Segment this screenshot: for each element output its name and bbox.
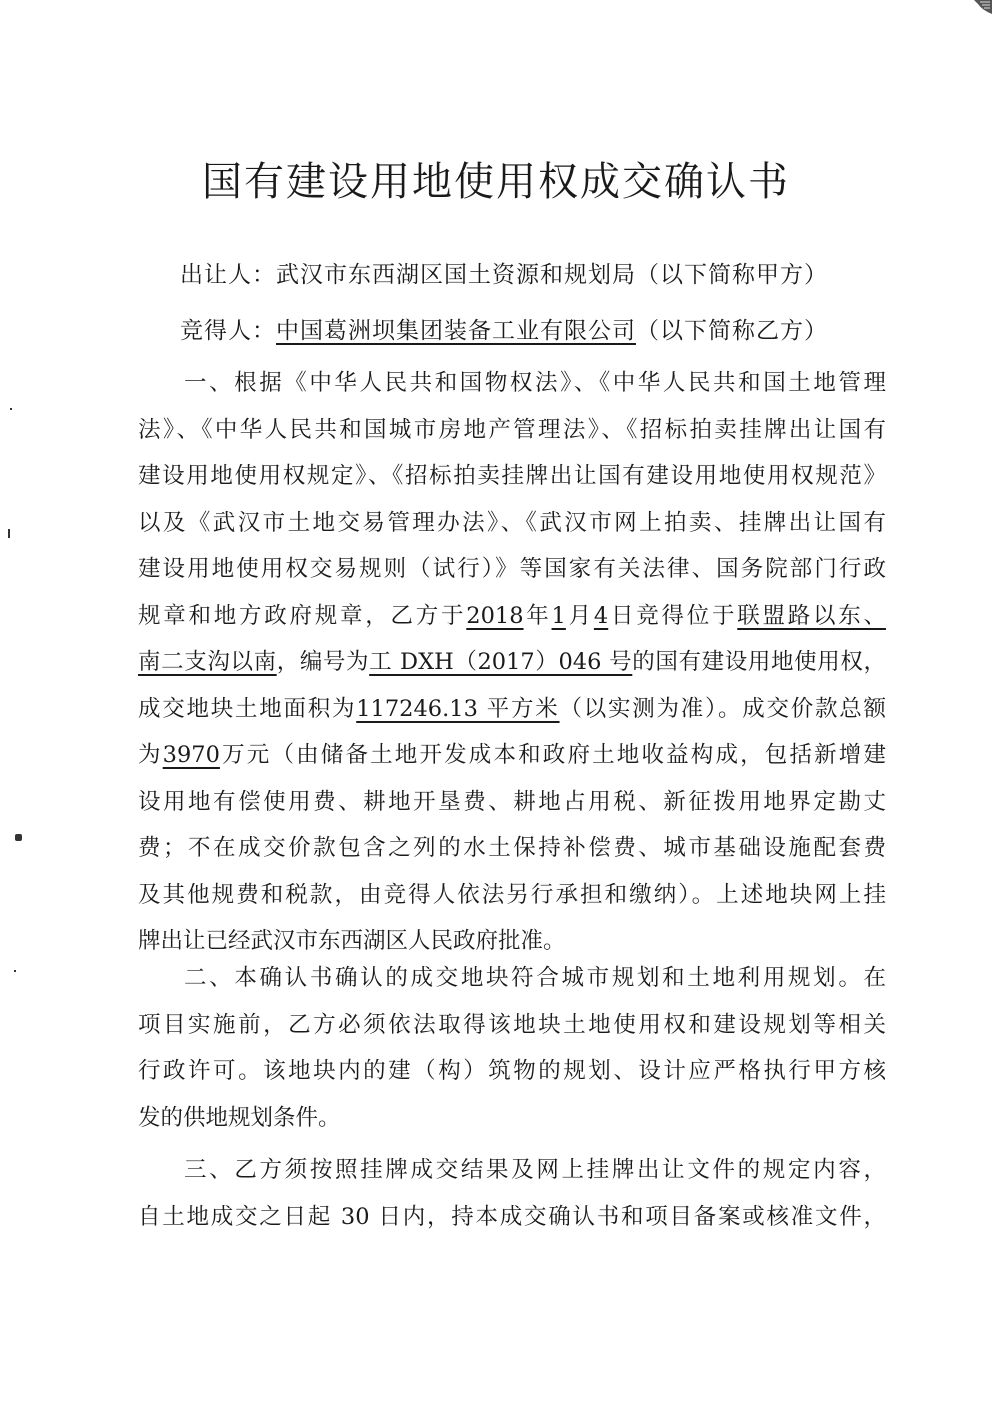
- section-1-line-5: 建设用地使用权交易规则（试行）》等国家有关法律、国务院部门行政: [138, 556, 886, 582]
- line7-text-b: 的国有建设用地使用权，: [632, 649, 886, 675]
- document-title: 国有建设用地使用权成交确认书: [202, 159, 790, 205]
- assignor-label: 出让人：: [180, 262, 276, 288]
- deal-month: 1: [551, 602, 566, 629]
- section-3-paragraph: [138, 1147, 886, 1240]
- scan-speck: [14, 970, 16, 972]
- section-1-line-8: [138, 686, 886, 733]
- line6-text-b: 年: [523, 602, 552, 629]
- deal-day: 4: [593, 602, 609, 629]
- parcel-area: 117246.13 平方米: [356, 695, 560, 722]
- section-2-line-4: 发的供地规划条件。: [138, 1104, 341, 1131]
- deal-year: 2018: [466, 602, 524, 629]
- section-2-paragraph: [138, 955, 886, 1141]
- scan-corner-mark: [968, 0, 992, 14]
- line8-text-a: 成交地块土地面积为: [138, 695, 357, 722]
- assignee-name: 中国葛洲坝集团装备工业有限公司: [276, 318, 636, 344]
- section-1-line-3: 建设用地使用权规定》、《招标拍卖挂牌出让国有建设用地使用权规范》: [138, 463, 886, 489]
- assignee-label: 竞得人：: [180, 318, 276, 344]
- line9-text-a: 为: [138, 742, 163, 768]
- assignee-suffix: （以下简称乙方）: [636, 318, 828, 344]
- section-1-paragraph: [138, 360, 886, 965]
- line7-text-a: ，编号为: [276, 649, 370, 675]
- assignor-line: [180, 256, 828, 289]
- section-1-line-4: 以及《武汉市土地交易管理办法》、《武汉市网上拍卖、挂牌出让国有: [138, 509, 886, 536]
- parcel-location-b: 南二支沟以南: [138, 649, 277, 675]
- section-1-line-10: 设用地有偿使用费、耕地开垦费、耕地占用税、新征拨用地界定勘丈: [138, 788, 886, 815]
- section-1-line-6: [138, 593, 886, 640]
- parcel-location-a: 联盟路以东、: [737, 602, 886, 629]
- section-2-line-2: 项目实施前，乙方必须依法取得该地块土地使用权和建设规划等相关: [138, 1011, 886, 1038]
- section-2-line-3: 行政许可。该地块内的建（构）筑物的规划、设计应严格执行甲方核: [138, 1058, 886, 1084]
- line6-text-c: 月: [565, 602, 594, 629]
- section-1-line-13: 牌出让已经武汉市东西湖区人民政府批准。: [138, 928, 566, 954]
- section-1-line-12: 及其他规费和税款，由竞得人依法另行承担和缴纳）。上述地块网上挂: [138, 881, 886, 908]
- section-1-line-11: 费；不在成交价款包含之列的水土保持补偿费、城市基础设施配套费: [138, 835, 886, 861]
- scan-speck: [8, 529, 10, 538]
- section-3-line-1: 三、乙方须按照挂牌成交结果及网上挂牌出让文件的规定内容，: [184, 1157, 886, 1183]
- section-1-line-2: 法》、《中华人民共和国城市房地产管理法》、《招标拍卖挂牌出让国有: [138, 416, 886, 443]
- section-3-line-2: 自土地成交之日起 30 日内，持本成交确认书和项目备案或核准文件，: [138, 1203, 886, 1230]
- line8-text-b: （以实测为准）。成交价款总额: [559, 695, 886, 722]
- scan-speck: [10, 408, 12, 410]
- section-2-line-1: 二、本确认书确认的成交地块符合城市规划和土地利用规划。在: [184, 965, 886, 991]
- assignor-name: 武汉市东西湖区国土资源和规划局: [276, 262, 636, 288]
- line6-text-a: 规章和地方政府规章，乙方于: [138, 602, 467, 629]
- section-1-line-1: 一、根据《中华人民共和国物权法》、《中华人民共和国土地管理: [184, 370, 886, 396]
- section-1-line-9: [138, 732, 886, 779]
- scan-speck: [15, 834, 22, 841]
- deal-price: 3970: [162, 742, 220, 768]
- assignee-line: [180, 312, 828, 345]
- assignor-suffix: （以下简称甲方）: [636, 262, 828, 288]
- line9-text-b: 万元（由储备土地开发成本和政府土地收益构成，包括新增建: [219, 742, 886, 768]
- line6-text-d: 日竞得位于: [608, 602, 738, 629]
- section-1-line-7: [138, 639, 886, 686]
- parcel-number: 工 DXH（2017）046 号: [369, 649, 633, 675]
